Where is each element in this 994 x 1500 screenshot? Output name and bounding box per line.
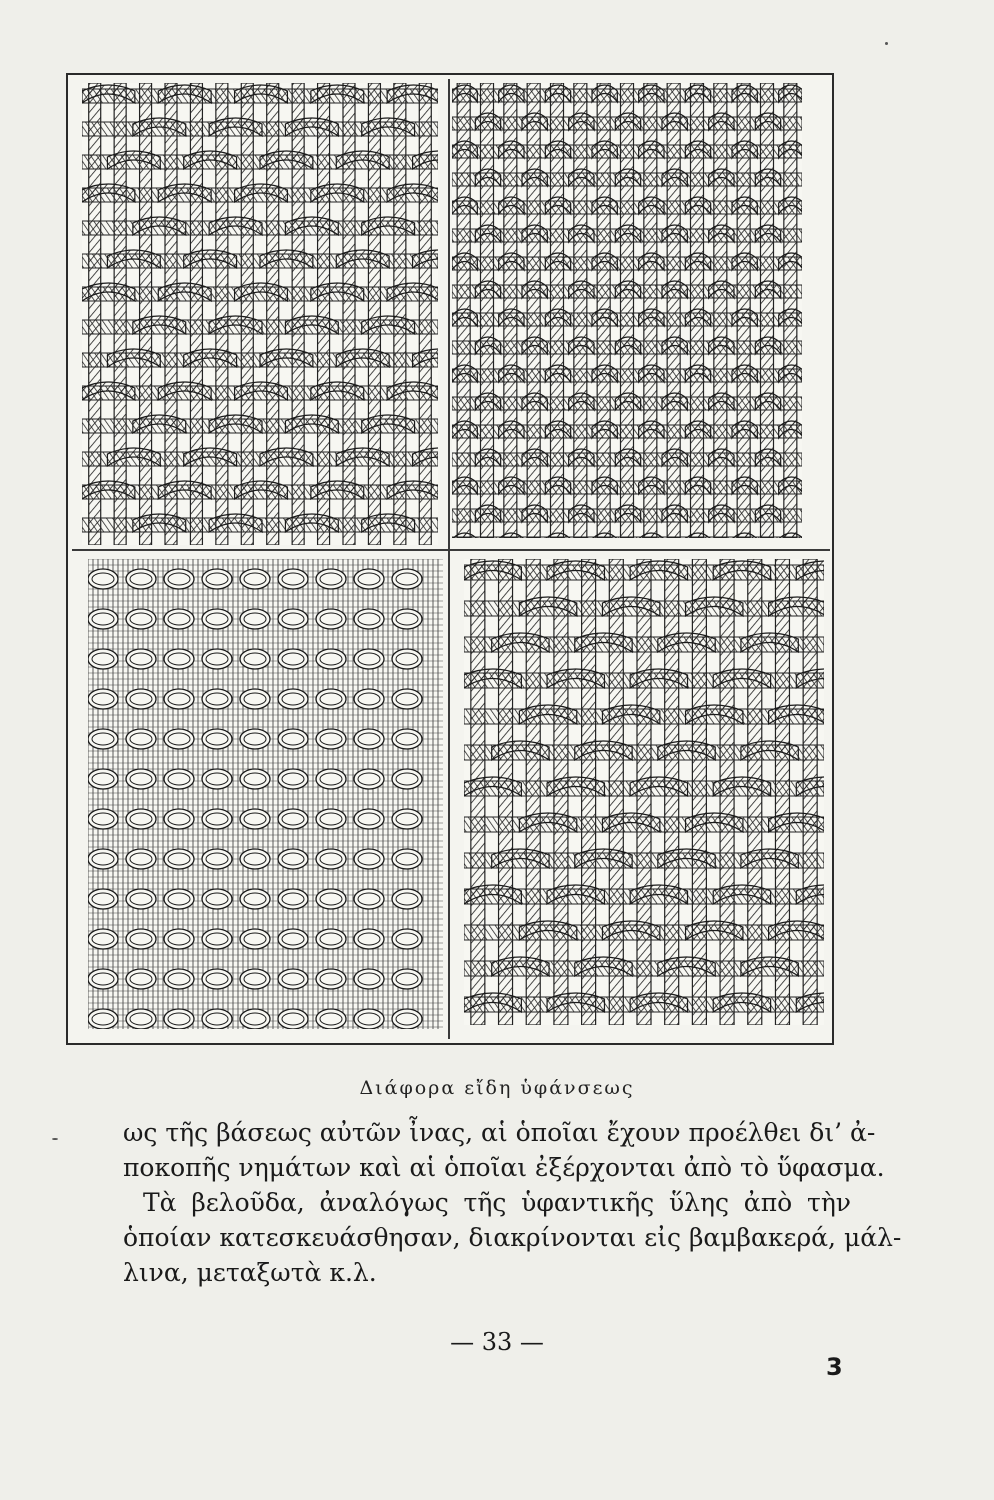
weave-illustration-top-left (82, 83, 438, 545)
body-paragraph (123, 1115, 902, 1290)
body-line: Τὰ βελοῦδα, ἀναλόγως τῆς ὑφαντικῆς ὕλης ἀπὸ τὴν (143, 1188, 851, 1217)
page-number: — 33 — (450, 1328, 544, 1356)
dust-speck (52, 1138, 58, 1140)
signature-mark: 3 (826, 1353, 843, 1381)
dust-speck (885, 42, 888, 45)
body-line: λινα, μεταξωτὰ κ.λ. (123, 1258, 377, 1287)
weave-figure (66, 73, 834, 1045)
weave-illustration-bottom-right (464, 559, 824, 1025)
figure-caption: Διάφορα εἴδη ὑφάνσεως (359, 1077, 635, 1099)
figure-vertical-divider (448, 79, 450, 1039)
figure-horizontal-divider (72, 549, 830, 551)
weave-illustration-bottom-left (88, 559, 443, 1029)
body-line: ποκοπῆς νημάτων καὶ αἱ ὁποῖαι ἐξέρχονται ἀπὸ τὸ ὕφασμα. (123, 1153, 885, 1182)
body-line: ὁποίαν κατεσκευάσθησαν, διακρίνονται εἰς βαμβακερά, μάλ- (123, 1223, 902, 1252)
weave-illustration-top-right (452, 83, 802, 538)
body-line: ως τῆς βάσεως αὐτῶν ἶνας, αἱ ὁποῖαι ἔχουν προέλθει δι’ ἀ- (123, 1118, 876, 1147)
